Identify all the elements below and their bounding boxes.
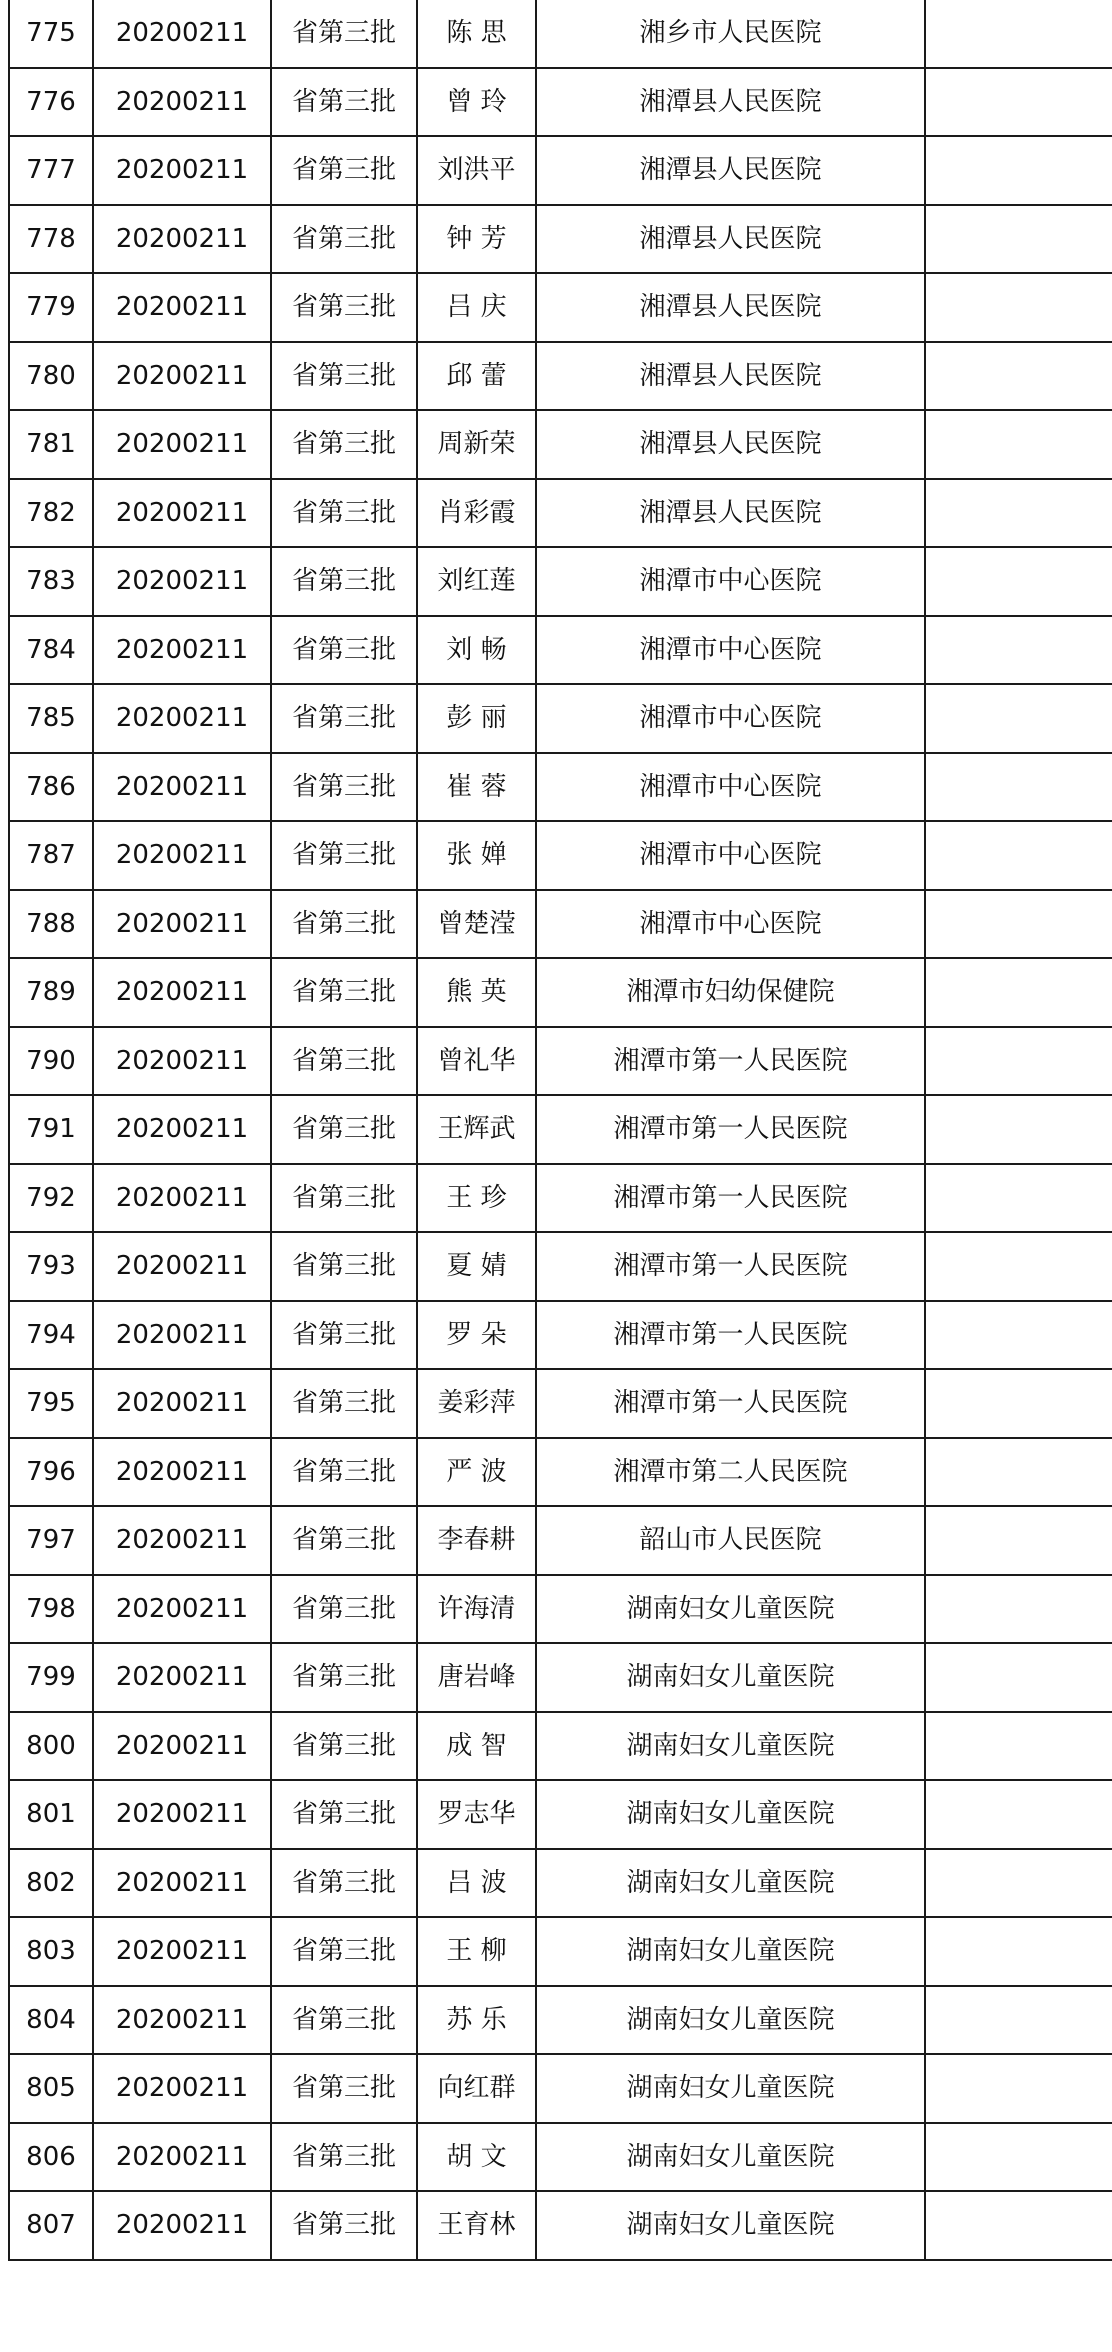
cell-note [925, 1712, 1112, 1781]
table-row [9, 273, 1112, 342]
table-row [9, 753, 1112, 822]
cell-serial-number: 778 [9, 205, 93, 274]
cell-person-name: 姜彩萍 [417, 1369, 536, 1438]
cell-hospital: 湘潭市中心医院 [536, 890, 925, 959]
cell-serial-number: 795 [9, 1369, 93, 1438]
cell-serial-number: 793 [9, 1232, 93, 1301]
cell-person-name: 王 柳 [417, 1917, 536, 1986]
cell-hospital: 湘潭县人民医院 [536, 205, 925, 274]
cell-batch: 省第三批 [271, 68, 417, 137]
cell-person-name: 李春耕 [417, 1506, 536, 1575]
cell-note [925, 1027, 1112, 1096]
table-row [9, 2191, 1112, 2260]
cell-hospital: 湘乡市人民医院 [536, 0, 925, 68]
cell-hospital: 湘潭市第一人民医院 [536, 1369, 925, 1438]
cell-person-name: 刘红莲 [417, 547, 536, 616]
cell-person-name: 苏 乐 [417, 1986, 536, 2055]
cell-note [925, 1164, 1112, 1233]
cell-person-name: 王辉武 [417, 1095, 536, 1164]
cell-batch: 省第三批 [271, 479, 417, 548]
cell-batch: 省第三批 [271, 1506, 417, 1575]
cell-person-name: 成 智 [417, 1712, 536, 1781]
cell-person-name: 吕 庆 [417, 273, 536, 342]
cell-batch: 省第三批 [271, 1849, 417, 1918]
table-row [9, 0, 1112, 68]
cell-serial-number: 785 [9, 684, 93, 753]
cell-note [925, 1849, 1112, 1918]
cell-batch: 省第三批 [271, 1438, 417, 1507]
cell-person-name: 罗志华 [417, 1780, 536, 1849]
cell-person-name: 彭 丽 [417, 684, 536, 753]
cell-serial-number: 782 [9, 479, 93, 548]
cell-serial-number: 777 [9, 136, 93, 205]
cell-note [925, 821, 1112, 890]
cell-note [925, 0, 1112, 68]
table-row [9, 616, 1112, 685]
cell-batch: 省第三批 [271, 547, 417, 616]
cell-batch: 省第三批 [271, 2191, 417, 2260]
cell-note [925, 1575, 1112, 1644]
cell-date: 20200211 [93, 1917, 271, 1986]
cell-serial-number: 776 [9, 68, 93, 137]
cell-person-name: 向红群 [417, 2054, 536, 2123]
cell-serial-number: 784 [9, 616, 93, 685]
table-row [9, 136, 1112, 205]
cell-date: 20200211 [93, 68, 271, 137]
cell-batch: 省第三批 [271, 342, 417, 411]
cell-serial-number: 797 [9, 1506, 93, 1575]
cell-hospital: 湖南妇女儿童医院 [536, 1575, 925, 1644]
cell-person-name: 刘 畅 [417, 616, 536, 685]
cell-note [925, 616, 1112, 685]
cell-date: 20200211 [93, 2123, 271, 2192]
cell-batch: 省第三批 [271, 1712, 417, 1781]
cell-note [925, 958, 1112, 1027]
cell-note [925, 1917, 1112, 1986]
table-row [9, 1575, 1112, 1644]
cell-date: 20200211 [93, 1438, 271, 1507]
cell-hospital: 湘潭市中心医院 [536, 821, 925, 890]
cell-hospital: 湘潭市第一人民医院 [536, 1232, 925, 1301]
cell-hospital: 湘潭县人民医院 [536, 479, 925, 548]
cell-person-name: 王 珍 [417, 1164, 536, 1233]
cell-person-name: 夏 婧 [417, 1232, 536, 1301]
roster-table [8, 0, 1112, 2261]
table-row [9, 890, 1112, 959]
table-row [9, 958, 1112, 1027]
cell-person-name: 曾礼华 [417, 1027, 536, 1096]
cell-note [925, 68, 1112, 137]
cell-hospital: 湘潭市第一人民医院 [536, 1301, 925, 1370]
cell-batch: 省第三批 [271, 890, 417, 959]
table-row [9, 1095, 1112, 1164]
cell-serial-number: 804 [9, 1986, 93, 2055]
table-row [9, 1712, 1112, 1781]
cell-batch: 省第三批 [271, 958, 417, 1027]
cell-date: 20200211 [93, 1712, 271, 1781]
cell-hospital: 湘潭市第一人民医院 [536, 1027, 925, 1096]
cell-date: 20200211 [93, 958, 271, 1027]
table-row [9, 1301, 1112, 1370]
cell-person-name: 张 婵 [417, 821, 536, 890]
table-row [9, 1027, 1112, 1096]
cell-date: 20200211 [93, 821, 271, 890]
cell-serial-number: 805 [9, 2054, 93, 2123]
cell-date: 20200211 [93, 342, 271, 411]
cell-serial-number: 801 [9, 1780, 93, 1849]
cell-date: 20200211 [93, 1643, 271, 1712]
cell-hospital: 湖南妇女儿童医院 [536, 2054, 925, 2123]
cell-note [925, 1643, 1112, 1712]
cell-serial-number: 794 [9, 1301, 93, 1370]
cell-serial-number: 807 [9, 2191, 93, 2260]
cell-note [925, 1301, 1112, 1370]
cell-date: 20200211 [93, 2054, 271, 2123]
cell-date: 20200211 [93, 205, 271, 274]
cell-hospital: 湘潭县人民医院 [536, 136, 925, 205]
cell-note [925, 2123, 1112, 2192]
cell-batch: 省第三批 [271, 1027, 417, 1096]
cell-note [925, 547, 1112, 616]
cell-date: 20200211 [93, 616, 271, 685]
table-row [9, 1506, 1112, 1575]
cell-batch: 省第三批 [271, 0, 417, 68]
table-row [9, 1164, 1112, 1233]
cell-batch: 省第三批 [271, 1301, 417, 1370]
cell-batch: 省第三批 [271, 136, 417, 205]
cell-serial-number: 781 [9, 410, 93, 479]
cell-note [925, 753, 1112, 822]
cell-person-name: 周新荣 [417, 410, 536, 479]
cell-serial-number: 792 [9, 1164, 93, 1233]
cell-batch: 省第三批 [271, 1095, 417, 1164]
cell-person-name: 曾 玲 [417, 68, 536, 137]
cell-date: 20200211 [93, 1506, 271, 1575]
cell-batch: 省第三批 [271, 753, 417, 822]
table-row [9, 1643, 1112, 1712]
cell-date: 20200211 [93, 684, 271, 753]
cell-date: 20200211 [93, 547, 271, 616]
table-row [9, 205, 1112, 274]
cell-note [925, 342, 1112, 411]
cell-serial-number: 800 [9, 1712, 93, 1781]
cell-date: 20200211 [93, 1164, 271, 1233]
cell-hospital: 湘潭市中心医院 [536, 753, 925, 822]
cell-date: 20200211 [93, 1849, 271, 1918]
cell-hospital: 湘潭市第二人民医院 [536, 1438, 925, 1507]
cell-batch: 省第三批 [271, 1164, 417, 1233]
cell-note [925, 205, 1112, 274]
cell-date: 20200211 [93, 1027, 271, 1096]
cell-person-name: 钟 芳 [417, 205, 536, 274]
cell-note [925, 479, 1112, 548]
cell-hospital: 湘潭市第一人民医院 [536, 1164, 925, 1233]
cell-hospital: 湘潭县人民医院 [536, 342, 925, 411]
table-row [9, 342, 1112, 411]
cell-person-name: 唐岩峰 [417, 1643, 536, 1712]
cell-note [925, 2054, 1112, 2123]
cell-batch: 省第三批 [271, 273, 417, 342]
cell-batch: 省第三批 [271, 1369, 417, 1438]
cell-hospital: 湘潭市中心医院 [536, 616, 925, 685]
table-row [9, 68, 1112, 137]
cell-serial-number: 791 [9, 1095, 93, 1164]
cell-person-name: 王育林 [417, 2191, 536, 2260]
table-row [9, 1780, 1112, 1849]
cell-date: 20200211 [93, 1986, 271, 2055]
table-row [9, 410, 1112, 479]
cell-serial-number: 775 [9, 0, 93, 68]
cell-person-name: 熊 英 [417, 958, 536, 1027]
cell-note [925, 1438, 1112, 1507]
table-row [9, 2054, 1112, 2123]
cell-date: 20200211 [93, 479, 271, 548]
cell-hospital: 湘潭县人民医院 [536, 273, 925, 342]
cell-hospital: 湘潭市第一人民医院 [536, 1095, 925, 1164]
cell-note [925, 1232, 1112, 1301]
table-row [9, 1438, 1112, 1507]
cell-serial-number: 798 [9, 1575, 93, 1644]
cell-date: 20200211 [93, 1369, 271, 1438]
cell-note [925, 410, 1112, 479]
cell-note [925, 890, 1112, 959]
table-row [9, 1917, 1112, 1986]
cell-note [925, 1986, 1112, 2055]
cell-hospital: 湖南妇女儿童医院 [536, 1712, 925, 1781]
cell-batch: 省第三批 [271, 205, 417, 274]
cell-note [925, 136, 1112, 205]
cell-batch: 省第三批 [271, 1232, 417, 1301]
cell-batch: 省第三批 [271, 684, 417, 753]
cell-serial-number: 779 [9, 273, 93, 342]
table-row [9, 1849, 1112, 1918]
cell-hospital: 湖南妇女儿童医院 [536, 1780, 925, 1849]
cell-batch: 省第三批 [271, 1780, 417, 1849]
cell-date: 20200211 [93, 1301, 271, 1370]
cell-date: 20200211 [93, 136, 271, 205]
cell-person-name: 吕 波 [417, 1849, 536, 1918]
cell-date: 20200211 [93, 1232, 271, 1301]
cell-hospital: 湘潭市中心医院 [536, 547, 925, 616]
cell-hospital: 湖南妇女儿童医院 [536, 1986, 925, 2055]
cell-note [925, 1780, 1112, 1849]
cell-serial-number: 802 [9, 1849, 93, 1918]
cell-note [925, 2191, 1112, 2260]
cell-batch: 省第三批 [271, 410, 417, 479]
cell-serial-number: 783 [9, 547, 93, 616]
cell-serial-number: 803 [9, 1917, 93, 1986]
cell-batch: 省第三批 [271, 1575, 417, 1644]
cell-person-name: 胡 文 [417, 2123, 536, 2192]
table-row [9, 547, 1112, 616]
cell-person-name: 邱 蕾 [417, 342, 536, 411]
cell-date: 20200211 [93, 1780, 271, 1849]
cell-hospital: 湖南妇女儿童医院 [536, 2191, 925, 2260]
cell-hospital: 湘潭市妇幼保健院 [536, 958, 925, 1027]
cell-serial-number: 788 [9, 890, 93, 959]
table-row [9, 684, 1112, 753]
cell-serial-number: 786 [9, 753, 93, 822]
table-row [9, 821, 1112, 890]
cell-hospital: 湖南妇女儿童医院 [536, 1643, 925, 1712]
cell-note [925, 684, 1112, 753]
cell-person-name: 严 波 [417, 1438, 536, 1507]
cell-date: 20200211 [93, 1095, 271, 1164]
table-row [9, 1369, 1112, 1438]
cell-date: 20200211 [93, 753, 271, 822]
cell-hospital: 湖南妇女儿童医院 [536, 1917, 925, 1986]
cell-batch: 省第三批 [271, 1643, 417, 1712]
cell-note [925, 1506, 1112, 1575]
table-row [9, 1986, 1112, 2055]
table-row [9, 1232, 1112, 1301]
cell-date: 20200211 [93, 410, 271, 479]
cell-date: 20200211 [93, 1575, 271, 1644]
table-row [9, 479, 1112, 548]
cell-batch: 省第三批 [271, 1986, 417, 2055]
roster-table-body [9, 0, 1112, 2260]
cell-hospital: 湘潭市中心医院 [536, 684, 925, 753]
cell-note [925, 273, 1112, 342]
cell-serial-number: 790 [9, 1027, 93, 1096]
cell-hospital: 湘潭县人民医院 [536, 410, 925, 479]
cell-serial-number: 780 [9, 342, 93, 411]
cell-person-name: 肖彩霞 [417, 479, 536, 548]
cell-hospital: 韶山市人民医院 [536, 1506, 925, 1575]
cell-date: 20200211 [93, 273, 271, 342]
cell-person-name: 陈 思 [417, 0, 536, 68]
cell-batch: 省第三批 [271, 1917, 417, 1986]
cell-serial-number: 787 [9, 821, 93, 890]
cell-batch: 省第三批 [271, 2123, 417, 2192]
cell-person-name: 刘洪平 [417, 136, 536, 205]
cell-person-name: 崔 蓉 [417, 753, 536, 822]
cell-person-name: 罗 朵 [417, 1301, 536, 1370]
cell-date: 20200211 [93, 890, 271, 959]
cell-date: 20200211 [93, 0, 271, 68]
cell-batch: 省第三批 [271, 2054, 417, 2123]
cell-date: 20200211 [93, 2191, 271, 2260]
cell-batch: 省第三批 [271, 616, 417, 685]
cell-hospital: 湖南妇女儿童医院 [536, 1849, 925, 1918]
cell-serial-number: 789 [9, 958, 93, 1027]
cell-serial-number: 796 [9, 1438, 93, 1507]
cell-hospital: 湘潭县人民医院 [536, 68, 925, 137]
cell-hospital: 湖南妇女儿童医院 [536, 2123, 925, 2192]
cell-serial-number: 799 [9, 1643, 93, 1712]
cell-batch: 省第三批 [271, 821, 417, 890]
table-row [9, 2123, 1112, 2192]
cell-note [925, 1095, 1112, 1164]
cell-serial-number: 806 [9, 2123, 93, 2192]
cell-person-name: 曾楚滢 [417, 890, 536, 959]
cell-note [925, 1369, 1112, 1438]
cell-person-name: 许海清 [417, 1575, 536, 1644]
